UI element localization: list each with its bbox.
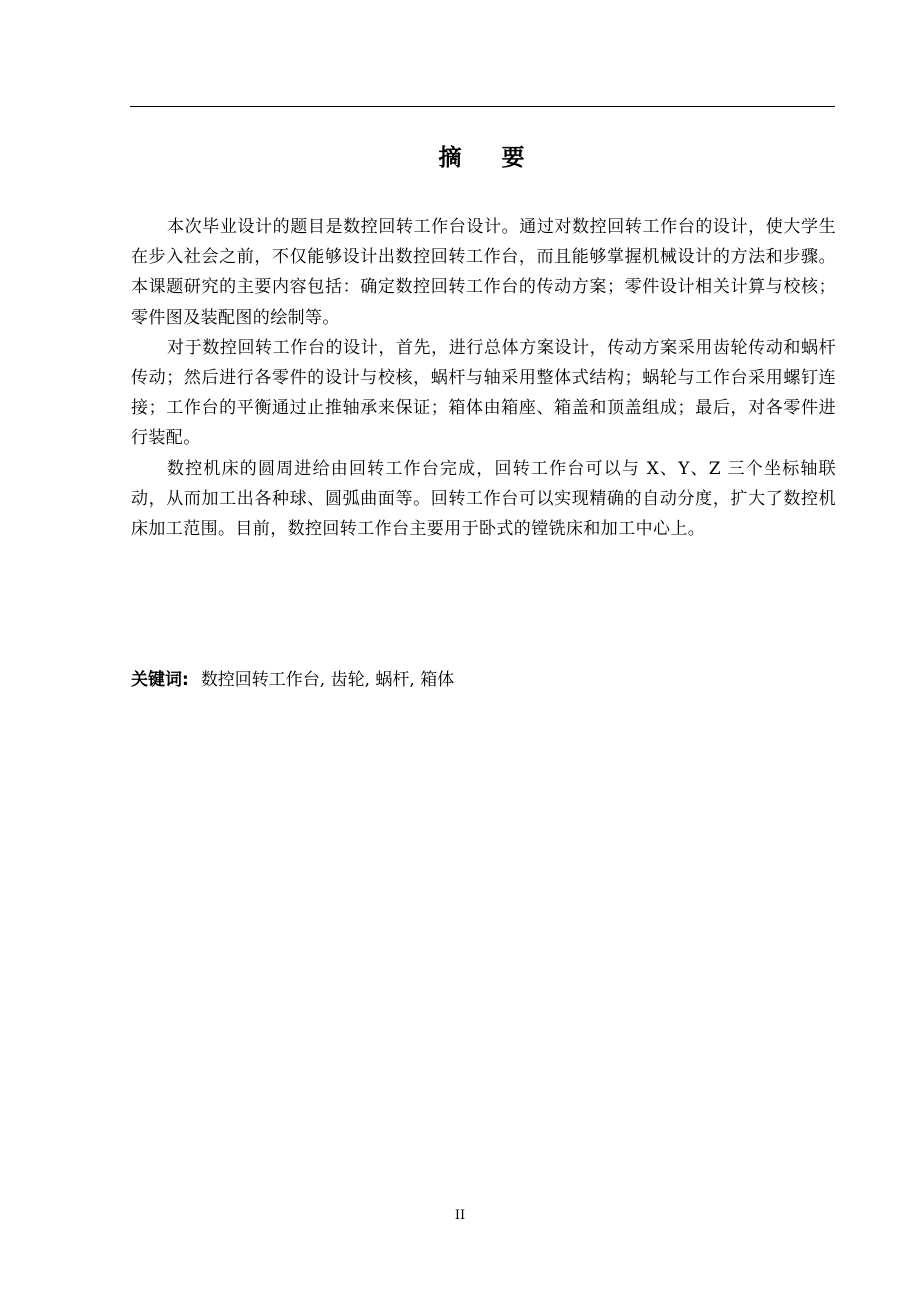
keywords-label: 关键词: [131,670,189,690]
abstract-paragraph-2: 对于数控回转工作台的设计，首先，进行总体方案设计，传动方案采用齿轮传动和蜗杆传动；然后进行各零件的设计与校核，蜗杆与轴采用整体式结构；蜗轮与工作台采用螺钉连接；工作台的平衡通过止推轴承来保证；箱体由箱座、箱盖和顶盖组成；最后，对各零件进行装配。 [131,337,836,449]
title-char-2: 要 [501,145,527,171]
abstract-paragraph-1: 本次毕业设计的题目是数控回转工作台设计。通过对数控回转工作台的设计，使大学生在步入社会之前，不仅能够设计出数控回转工作台，而且能够掌握机械设计的方法和步骤。本课题研究的主要内容包括：确定数控回转工作台的传动方案；零件设计相关计算与校核；零件图及装配图的绘制等。 [131,217,836,328]
keywords-line [131,666,836,694]
page-number: II [454,1208,466,1223]
abstract-paragraph-3: 数控机床的圆周进给由回转工作台完成，回转工作台可以与 X、Y、Z 三个坐标轴联动，从而加工出各种球、圆弧曲面等。回转工作台可以实现精确的自动分度，扩大了数控机床加工范围。目前，数控回转工作台主要用于卧式的镗铣床和加工中心上。 [131,458,836,540]
abstract-body [131,212,836,544]
page-title [130,140,835,176]
header-rule [130,106,835,107]
keywords-value: 数控回转工作台, 齿轮, 蜗杆, 箱体 [200,670,455,690]
title-char-1: 摘 [438,145,464,171]
